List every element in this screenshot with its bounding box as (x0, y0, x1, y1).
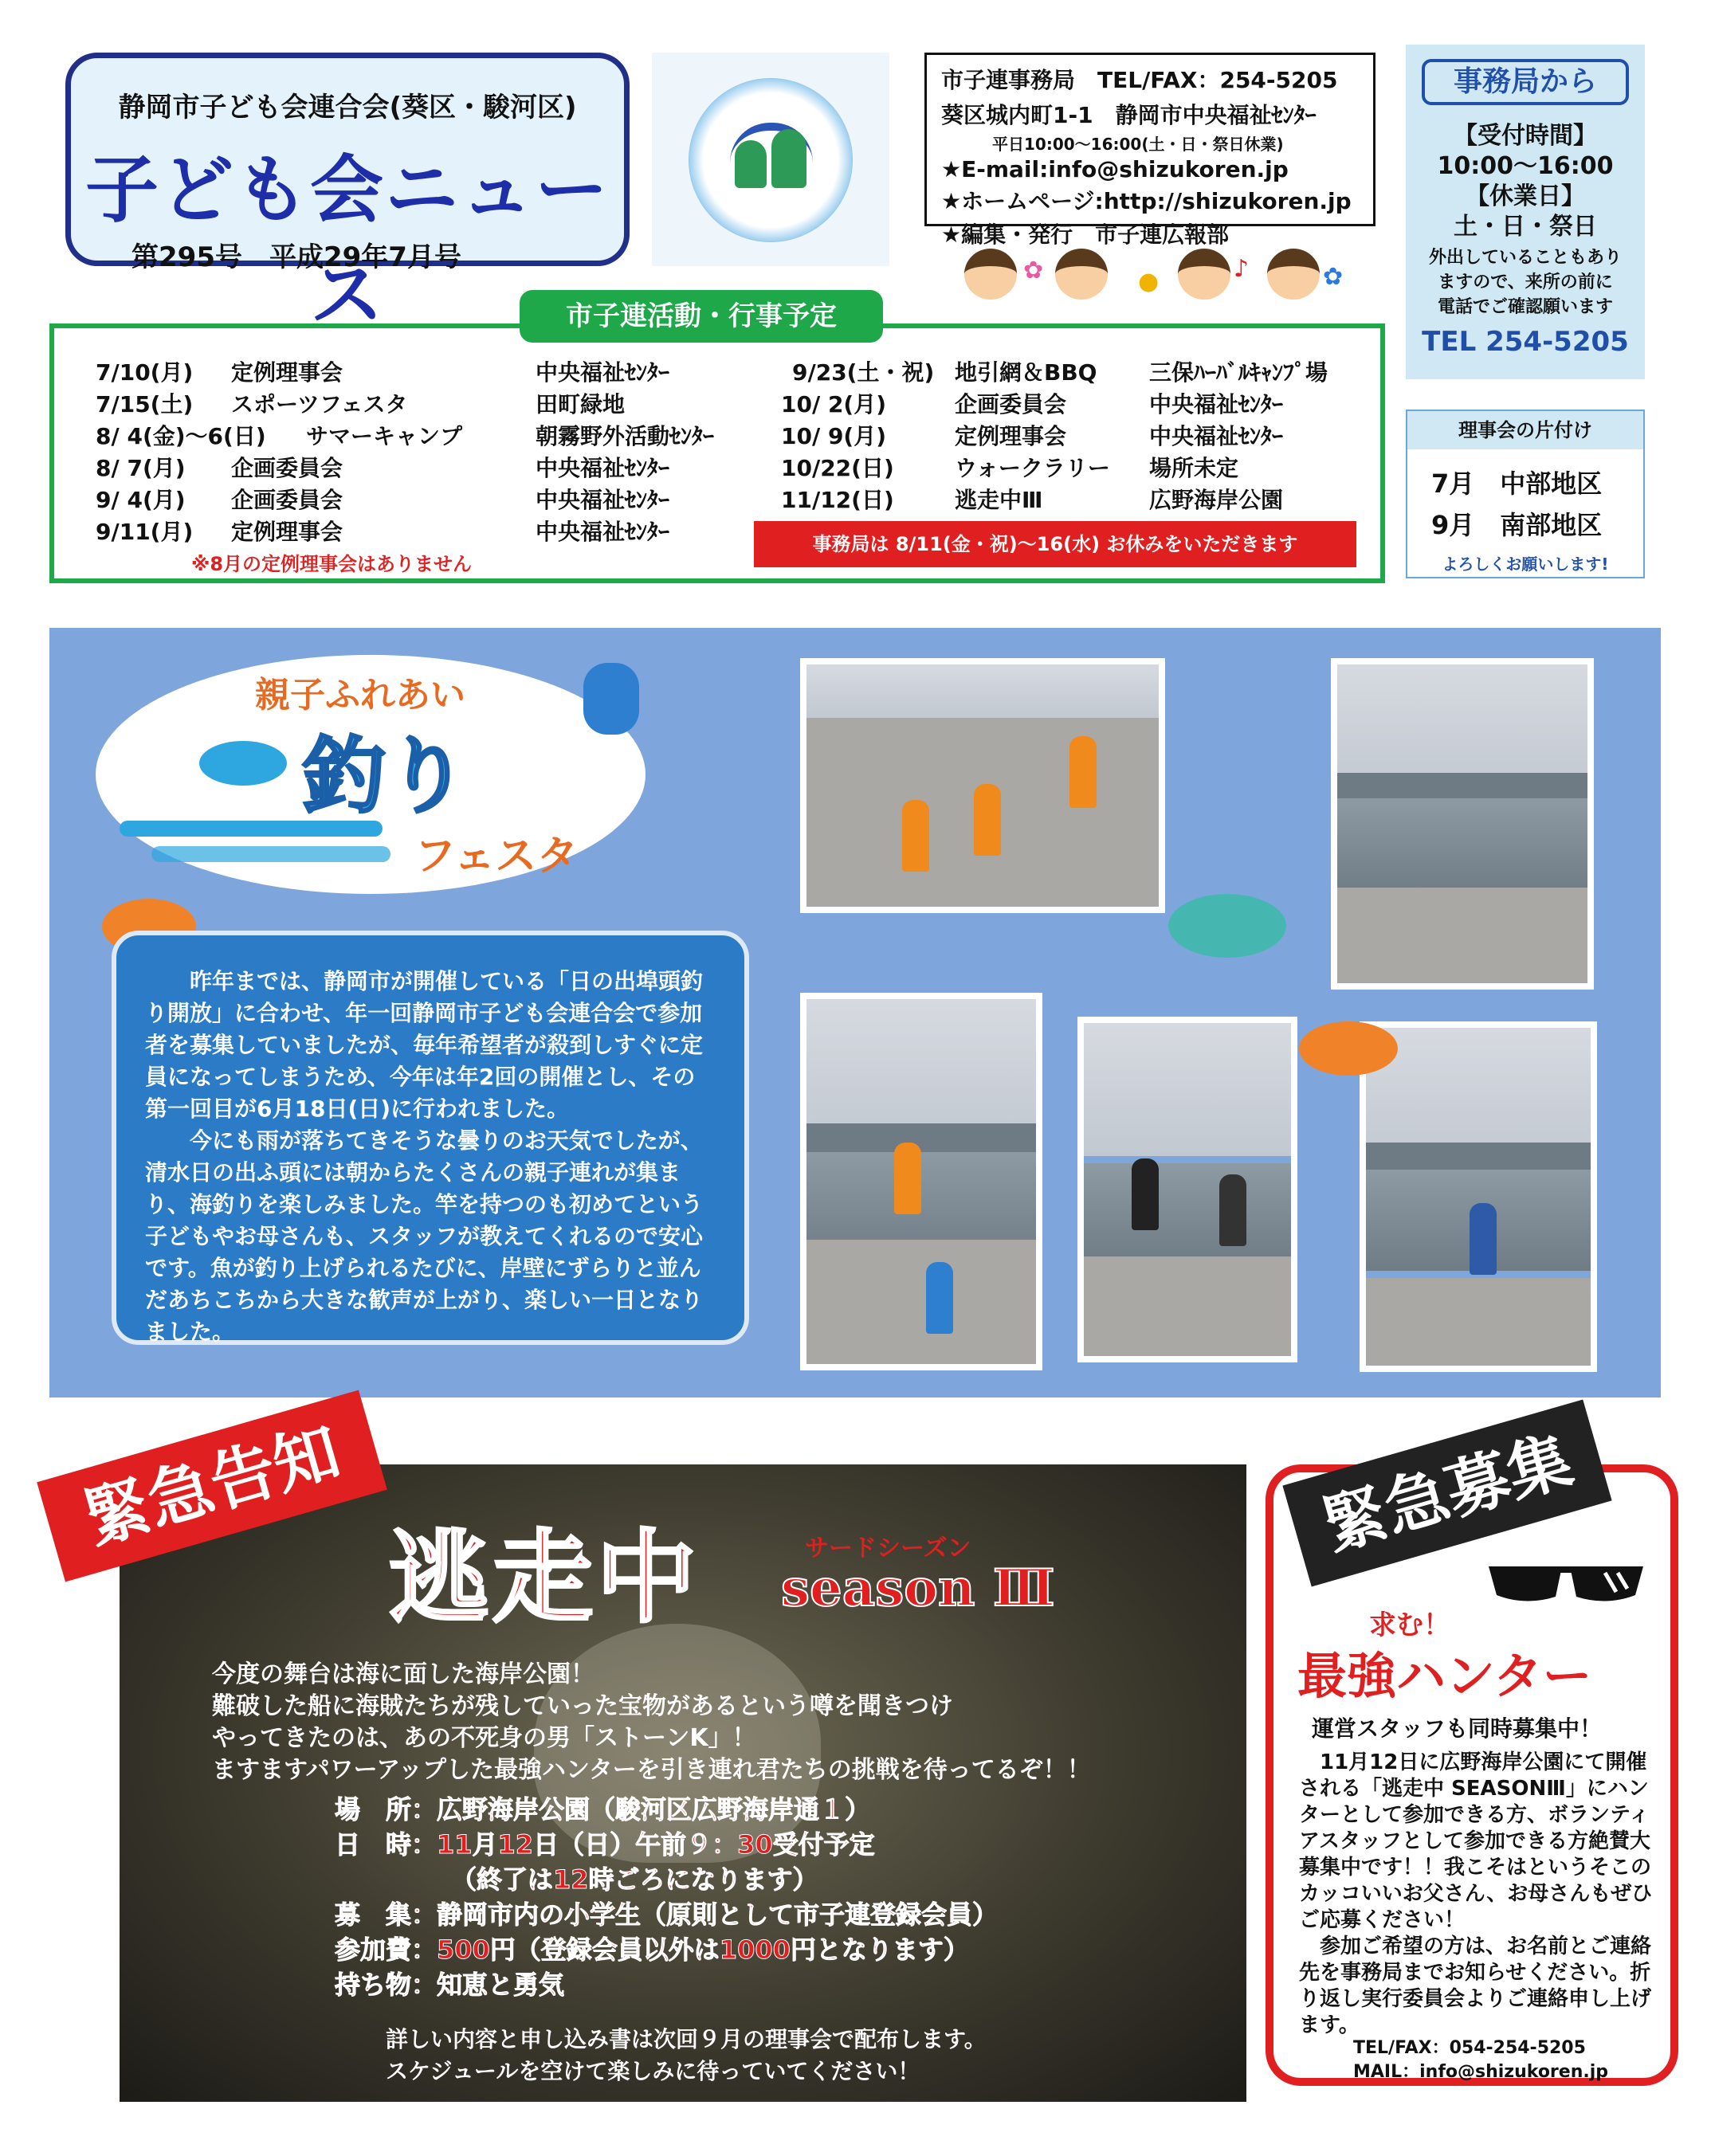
escape-title: 逃走中 (389, 1519, 700, 1637)
schedule-event: サマーキャンプ (306, 423, 463, 449)
sunglasses-icon (1485, 1560, 1646, 1606)
cleanup-row (1431, 505, 1602, 542)
tuna-fish-icon (1168, 894, 1286, 958)
dot-icon: ● (1138, 268, 1160, 296)
cleanup-note: よろしくお願いします! (1442, 555, 1609, 574)
escape-bring: 持ち物：知恵と勇気 (335, 1970, 565, 2000)
kid-face-icon (1055, 249, 1108, 300)
schedule-date: 9/ 4(月) (96, 487, 186, 513)
closed-label: 【休業日】 (1466, 182, 1585, 210)
fishing-story (112, 931, 749, 1345)
cleanup-month: 7月 (1431, 468, 1475, 499)
schedule-date: 9/23(土・祝) (792, 359, 935, 386)
wave-decoration (151, 846, 390, 862)
cleanup-month: 9月 (1431, 510, 1475, 540)
office-note-1: 外出していることもあり (1428, 248, 1622, 268)
schedule-event: 定例理事会 (955, 423, 1067, 449)
schedule-date: 7/10(月) (96, 359, 194, 386)
escape-datetime: 日 時：11月12日（日）午前９：30受付予定 (335, 1829, 875, 1860)
closed-value: 土・日・祭日 (1454, 213, 1597, 241)
org-name: 静岡市子ども会連合会(葵区・駿河区) (118, 92, 577, 123)
schedule-place: 中央福祉ｾﾝﾀｰ (536, 487, 670, 513)
kid-face-icon (1178, 249, 1230, 300)
photo-pier-fishing (800, 993, 1042, 1370)
schedule-event: 企画委員会 (231, 455, 343, 481)
holiday-notice: 事務局は 8/11(金・祝)～16(水) お休みをいただきます (754, 521, 1356, 567)
photo-girl-fishing (1360, 1021, 1597, 1372)
escape-end-time: （終了は12時ごろになります） (451, 1864, 818, 1895)
contact-homepage[interactable]: ★ホームページ:http://shizukoren.jp (941, 188, 1352, 214)
schedule-date: 10/ 2(月) (781, 391, 887, 417)
fishing-fest-label: フェスタ (414, 833, 579, 880)
recruit-tel[interactable]: TEL/FAX：054-254-5205 (1353, 2038, 1586, 2058)
schedule-date: 8/ 4(金)～6(日) (96, 423, 266, 449)
schedule-title: 市子連活動・行事予定 (520, 290, 883, 343)
flower-icon: ✿ (1023, 257, 1044, 284)
photo-pier-group (800, 658, 1165, 913)
escape-intro (212, 1659, 1232, 1786)
recruit-hunter-title: 最強ハンター (1297, 1647, 1592, 1705)
fishing-subtitle: 親子ふれあい (255, 675, 465, 715)
recruit-paragraph: 参加ご希望の方は、お名前とご連絡先を事務局までお知らせください。折り返し実行委員会よりご連絡申し上げます。 (1299, 1935, 1652, 2037)
schedule-place: 中央福祉ｾﾝﾀｰ (536, 359, 670, 386)
schedule-place: 中央福祉ｾﾝﾀｰ (1149, 423, 1284, 449)
hours-label: 【受付時間】 (1454, 122, 1597, 150)
recruit-paragraph: 11月12日に広野海岸公園にて開催される「逃走中 SEASONⅢ」にハンターとして参加できる方、ボランティアスタッフとして参加できる方絶賛大募集中です！！我こそはというそこのカッコいいお父さん、お母さんもぜひご応募ください！ (1299, 1750, 1653, 1932)
contact-address: 葵区城内町1-1 静岡市中央福祉ｾﾝﾀｰ (941, 102, 1317, 128)
issue-number: 第295号 平成29年7月号 (131, 241, 461, 273)
flower-icon: ✿ (1323, 263, 1344, 291)
schedule-date: 11/12(日) (781, 487, 894, 513)
schedule-place: 広野海岸公園 (1149, 487, 1284, 513)
schedule-place: 場所未定 (1149, 455, 1239, 481)
schedule-event: 企画委員会 (231, 487, 343, 513)
angler-kid-icon (583, 663, 639, 735)
kid-face-icon (1267, 249, 1320, 300)
recruit-staff-line: 運営スタッフも同時募集中！ (1312, 1715, 1603, 1742)
schedule-event: ウォークラリー (955, 455, 1110, 481)
hours-value: 10:00～16:00 (1437, 152, 1614, 180)
fishing-title: 釣り (303, 727, 469, 825)
schedule-event: 企画委員会 (955, 391, 1067, 417)
escape-target: 募 集：静岡市内の小学生（原則として市子連登録会員） (335, 1899, 999, 1930)
office-note-3: 電話でご確認願います (1437, 297, 1613, 317)
recruit-seek: 求む！ (1369, 1609, 1450, 1641)
escape-footer-line: スケジュールを空けて楽しみに待っていてください！ (386, 2058, 920, 2084)
escape-footer (386, 2024, 987, 2087)
schedule-event: スポーツフェスタ (231, 391, 408, 417)
recruit-contact (1353, 2036, 1608, 2084)
cleanup-area: 南部地区 (1500, 510, 1603, 540)
contact-email[interactable]: ★E-mail:info@shizukoren.jp (941, 156, 1289, 182)
story-paragraph: 今にも雨が落ちてきそうな曇りのお天気でしたが、清水日の出ふ頭には朝からたくさんの親子連れが集まり、海釣りを楽しみました。竿を持つのも初めてという子どもやお母さんも、スタッフが教えてくれるので安心です。魚が釣り上げられるたびに、岸壁にずらりと並んだあちこちから大きな歓声が上がり、楽しい一日となりました。 (145, 1127, 704, 1345)
recruit-mail[interactable]: MAIL：info@shizukoren.jp (1353, 2062, 1609, 2082)
kid-face-icon (964, 249, 1017, 300)
escape-intro-line: 今度の舞台は海に面した海岸公園！ (212, 1660, 595, 1688)
schedule-date: 9/11(月) (96, 519, 194, 545)
schedule-event: 逃走中Ⅲ (955, 487, 1043, 513)
cleanup-title: 理事会の片付け (1407, 411, 1643, 449)
contact-box (924, 53, 1375, 248)
recruit-body (1299, 1750, 1656, 2039)
office-title: 事務局から (1422, 59, 1629, 105)
schedule-place: 朝霧野外活動ｾﾝﾀｰ (536, 423, 715, 449)
cleanup-duty-box (1406, 410, 1645, 578)
music-note-icon: ♪ (1234, 255, 1250, 283)
office-note-2: ますので、来所の前に (1438, 272, 1613, 292)
schedule-event: 地引網＆BBQ (955, 359, 1097, 386)
schedule-date: 10/22(日) (781, 455, 894, 481)
urgent-notice-tag: 緊急告知 (37, 1390, 387, 1582)
org-logo (652, 53, 889, 266)
office-tel[interactable]: TEL 254-5205 (1422, 326, 1629, 358)
logo-figure-adult (771, 129, 806, 188)
photo-pier-wide (1331, 658, 1594, 990)
office-info (1406, 45, 1645, 379)
logo-figure-child (735, 140, 767, 188)
schedule-place: 田町緑地 (536, 391, 626, 417)
escape-place: 場 所：広野海岸公園（駿河区広野海岸通１） (335, 1794, 871, 1825)
escape-ruby: サードシーズン (805, 1535, 971, 1562)
goldfish-icon (1299, 1021, 1398, 1076)
escape-fee: 参加費：500円（登録会員以外は1000円となります） (335, 1935, 969, 1965)
story-paragraph: 昨年までは、静岡市が開催している「日の出埠頭釣り開放」に合わせ、年一回静岡市子ども会連合会で参加者を募集していましたが、毎年希望者が殺到しすぐに定員になってしまうため、今年は年2回の開催とし、その第一回目が6月18日(日)に行われました。 (145, 968, 704, 1122)
escape-footer-line: 詳しい内容と申し込み書は次回９月の理事会で配布します。 (386, 2026, 987, 2052)
contact-office: 市子連事務局 TEL/FAX：254-5205 (941, 67, 1338, 93)
escape-intro-line: 難破した船に海賊たちが残していった宝物があるという噂を聞きつけ (212, 1692, 953, 1720)
schedule-place: 三保ﾊｰﾊﾞﾙｷｬﾝﾌﾟ場 (1149, 359, 1328, 386)
schedule-place: 中央福祉ｾﾝﾀｰ (536, 519, 670, 545)
schedule-note: ※8月の定例理事会はありません (191, 553, 473, 575)
schedule-event: 定例理事会 (231, 359, 343, 386)
fish-icon (199, 741, 287, 786)
schedule-event: 定例理事会 (231, 519, 343, 545)
escape-intro-line: ますますパワーアップした最強ハンターを引き連れ君たちの挑戦を待ってるぞ！！ (212, 1756, 1091, 1784)
contact-hours: 平日10:00～16:00(土・日・祭日休業) (992, 135, 1284, 154)
escape-season: season Ⅲ (781, 1558, 1055, 1618)
photo-two-kids (1077, 1017, 1297, 1362)
cleanup-area: 中部地区 (1500, 468, 1603, 499)
masthead (65, 53, 630, 338)
contact-editor: ★編集・発行 市子連広報部 (941, 221, 1230, 248)
schedule-date: 7/15(土) (96, 391, 194, 417)
schedule-place: 中央福祉ｾﾝﾀｰ (1149, 391, 1284, 417)
newsletter-title: 子ども会ニュース (84, 147, 610, 338)
escape-intro-line: やってきたのは、あの不死身の男「ストーンK」！ (212, 1724, 756, 1752)
schedule-date: 8/ 7(月) (96, 455, 186, 481)
cleanup-row (1431, 464, 1602, 500)
urgent-recruit-tag: 緊急募集 (1282, 1400, 1611, 1587)
schedule-place: 中央福祉ｾﾝﾀｰ (536, 455, 670, 481)
schedule-date: 10/ 9(月) (781, 423, 887, 449)
